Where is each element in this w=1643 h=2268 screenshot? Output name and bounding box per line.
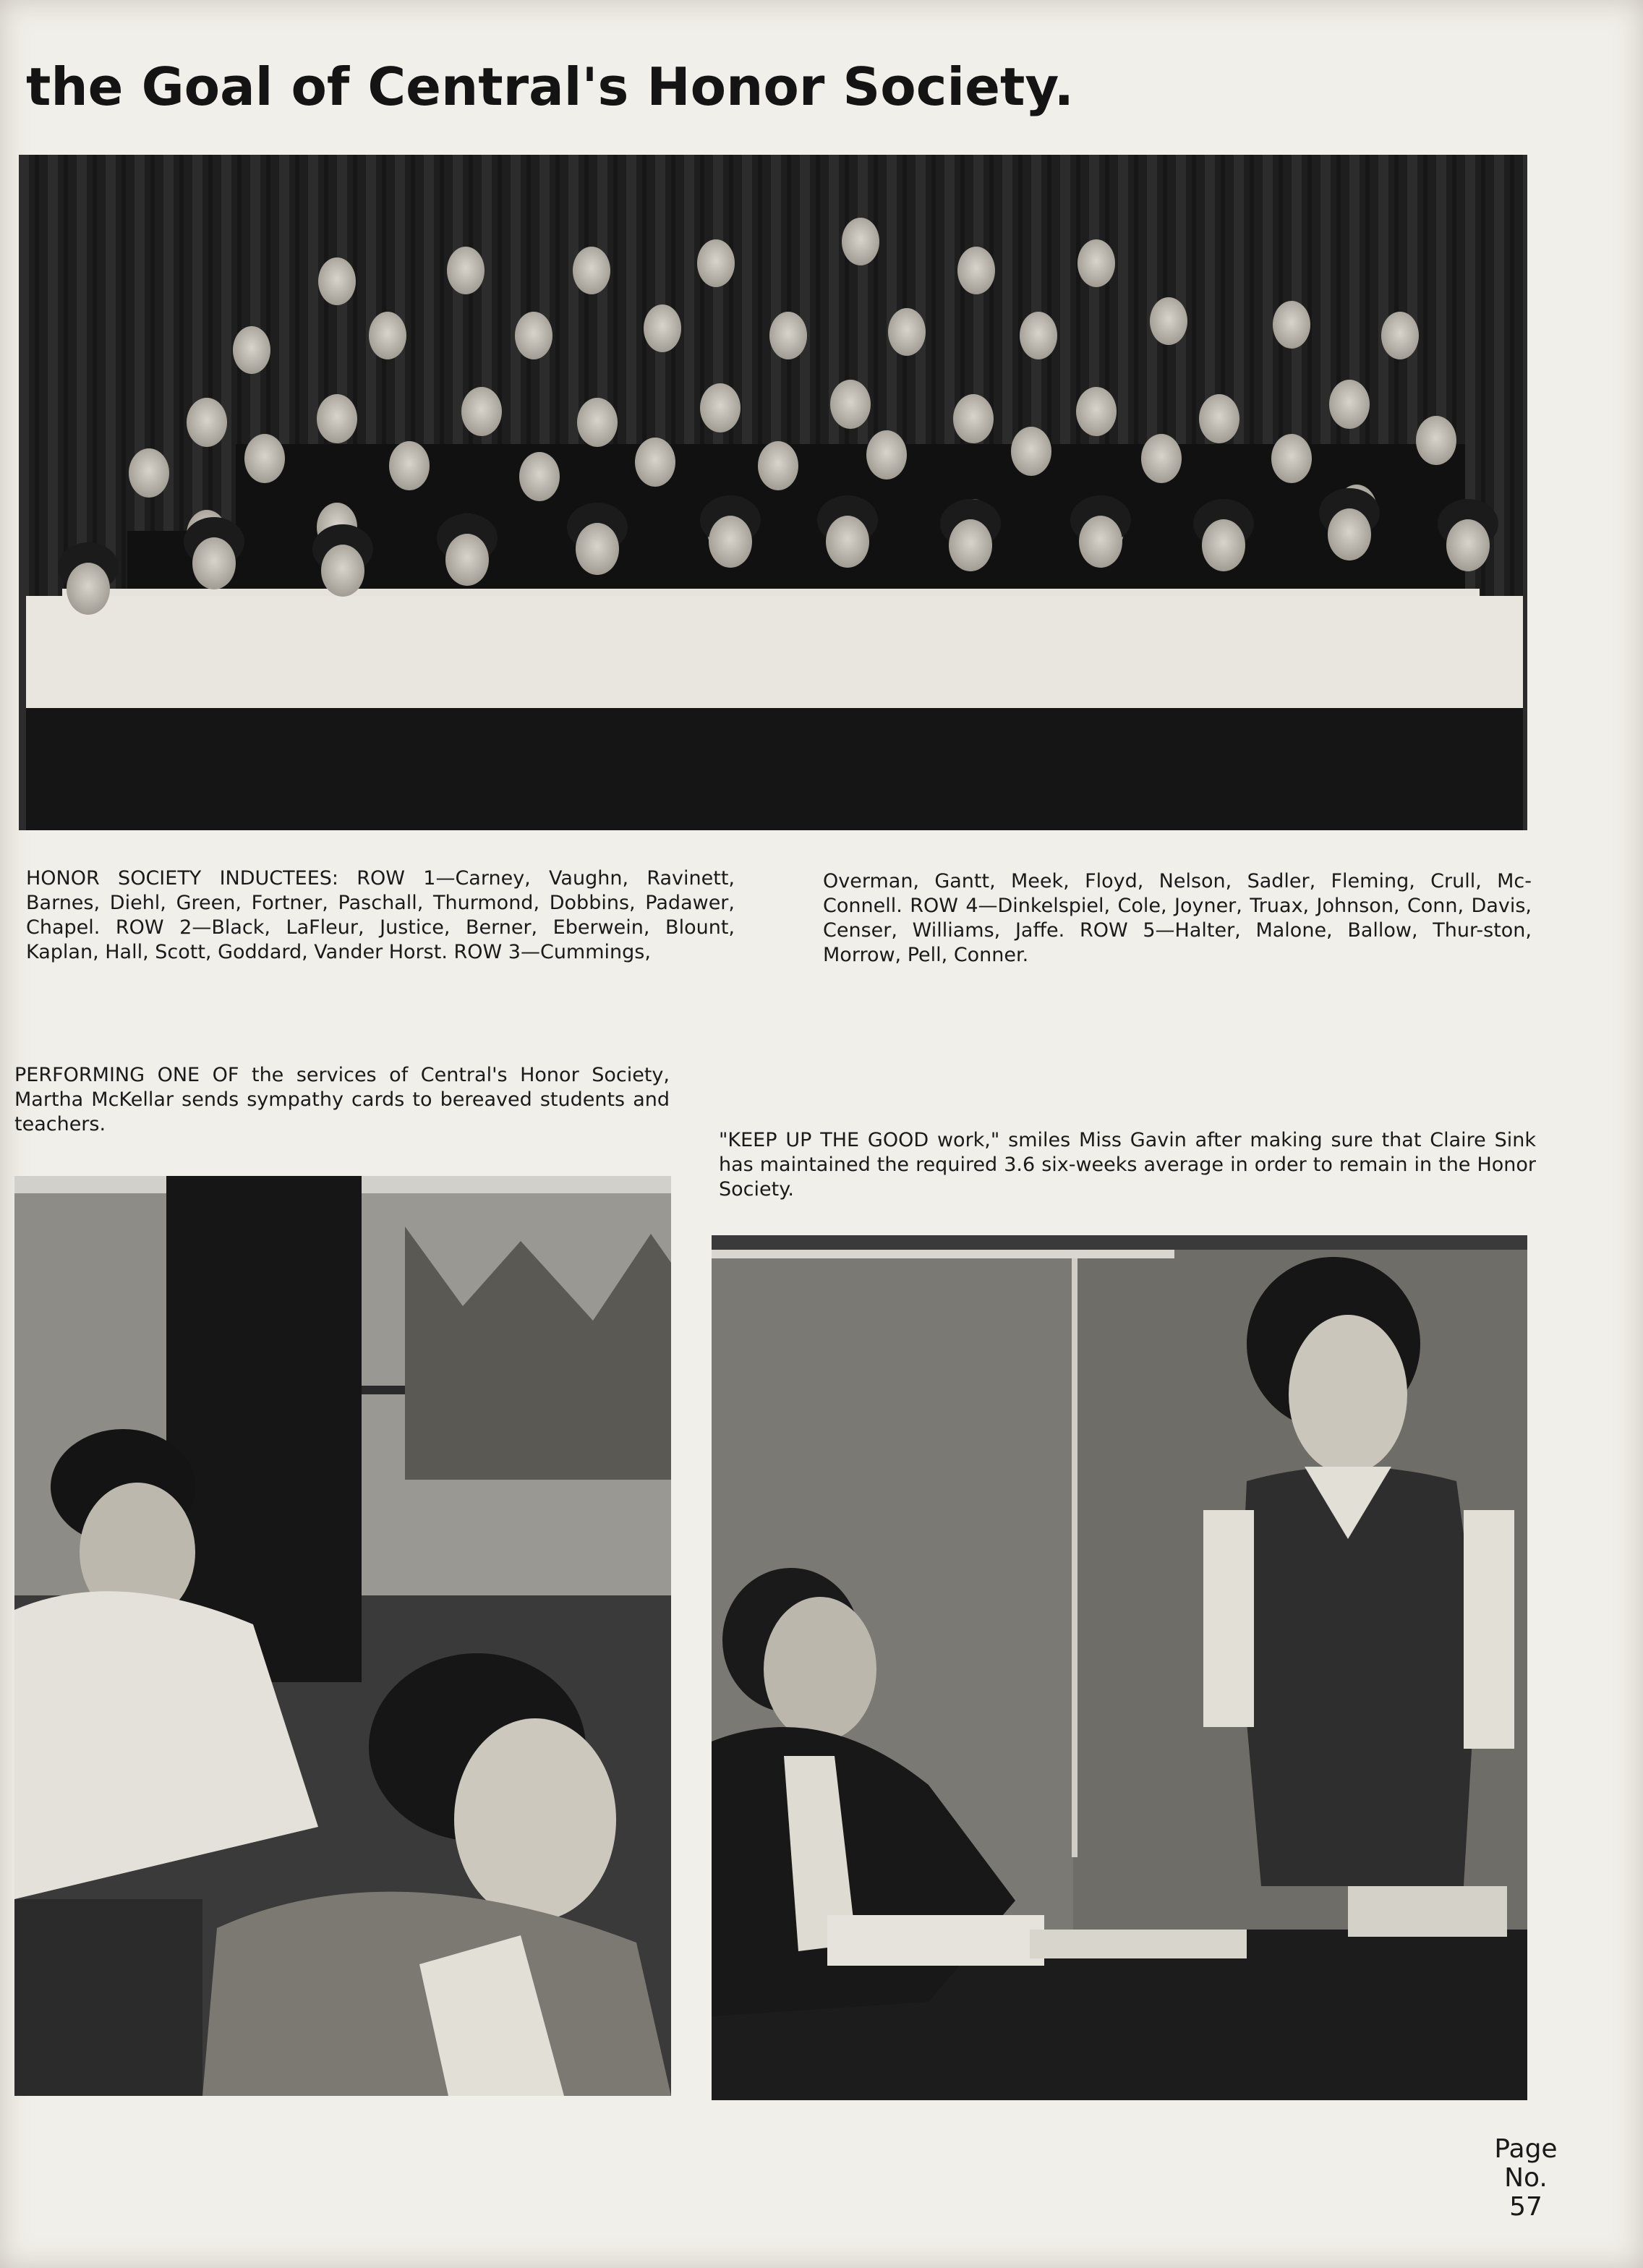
mckellar-caption: PERFORMING ONE OF the services of Central's Honor Society, Martha McKellar sends sympathy cards to bereaved students and teachers. — [14, 1064, 670, 1135]
page-number-value: 57 — [1509, 2192, 1542, 2222]
group-photo-caption-right: Overman, Gantt, Meek, Floyd, Nelson, Sadler, Fleming, Crull, Mc-Connell. ROW 4—Dinkelspiel, Cole, Joyner, Truax, Johnson, Conn, Davis, Censer, Williams, Jaffe. ROW 5—Halter, Malone, Ballow, Thur-ston, Morrow, Pell, Conner. — [823, 870, 1532, 966]
group-photo — [19, 155, 1527, 830]
gavin-photo — [712, 1235, 1527, 2100]
gavin-caption: "KEEP UP THE GOOD work," smiles Miss Gavin after making sure that Claire Sink has maintained the required 3.6 six-weeks average in order to remain in the Honor Society. — [719, 1129, 1536, 1201]
page-number-word: Page — [1494, 2134, 1558, 2164]
group-photo-caption-left: HONOR SOCIETY INDUCTEES: ROW 1—Carney, Vaughn, Ravinett, Barnes, Diehl, Green, Fortner, Paschall, Thurmond, Dobbins, Padawer, Chapel. ROW 2—Black, LaFleur, Justice, Berner, Eberwein, Blount, Kaplan, Hall, Scott, Goddard, Vander Horst. ROW 3—Cummings, — [26, 867, 735, 963]
page-number-abbrev: No. — [1504, 2163, 1548, 2193]
page-number — [1475, 2135, 1576, 2222]
page-headline: the Goal of Central's Honor Society. — [26, 56, 1075, 117]
mckellar-photo — [14, 1176, 671, 2096]
